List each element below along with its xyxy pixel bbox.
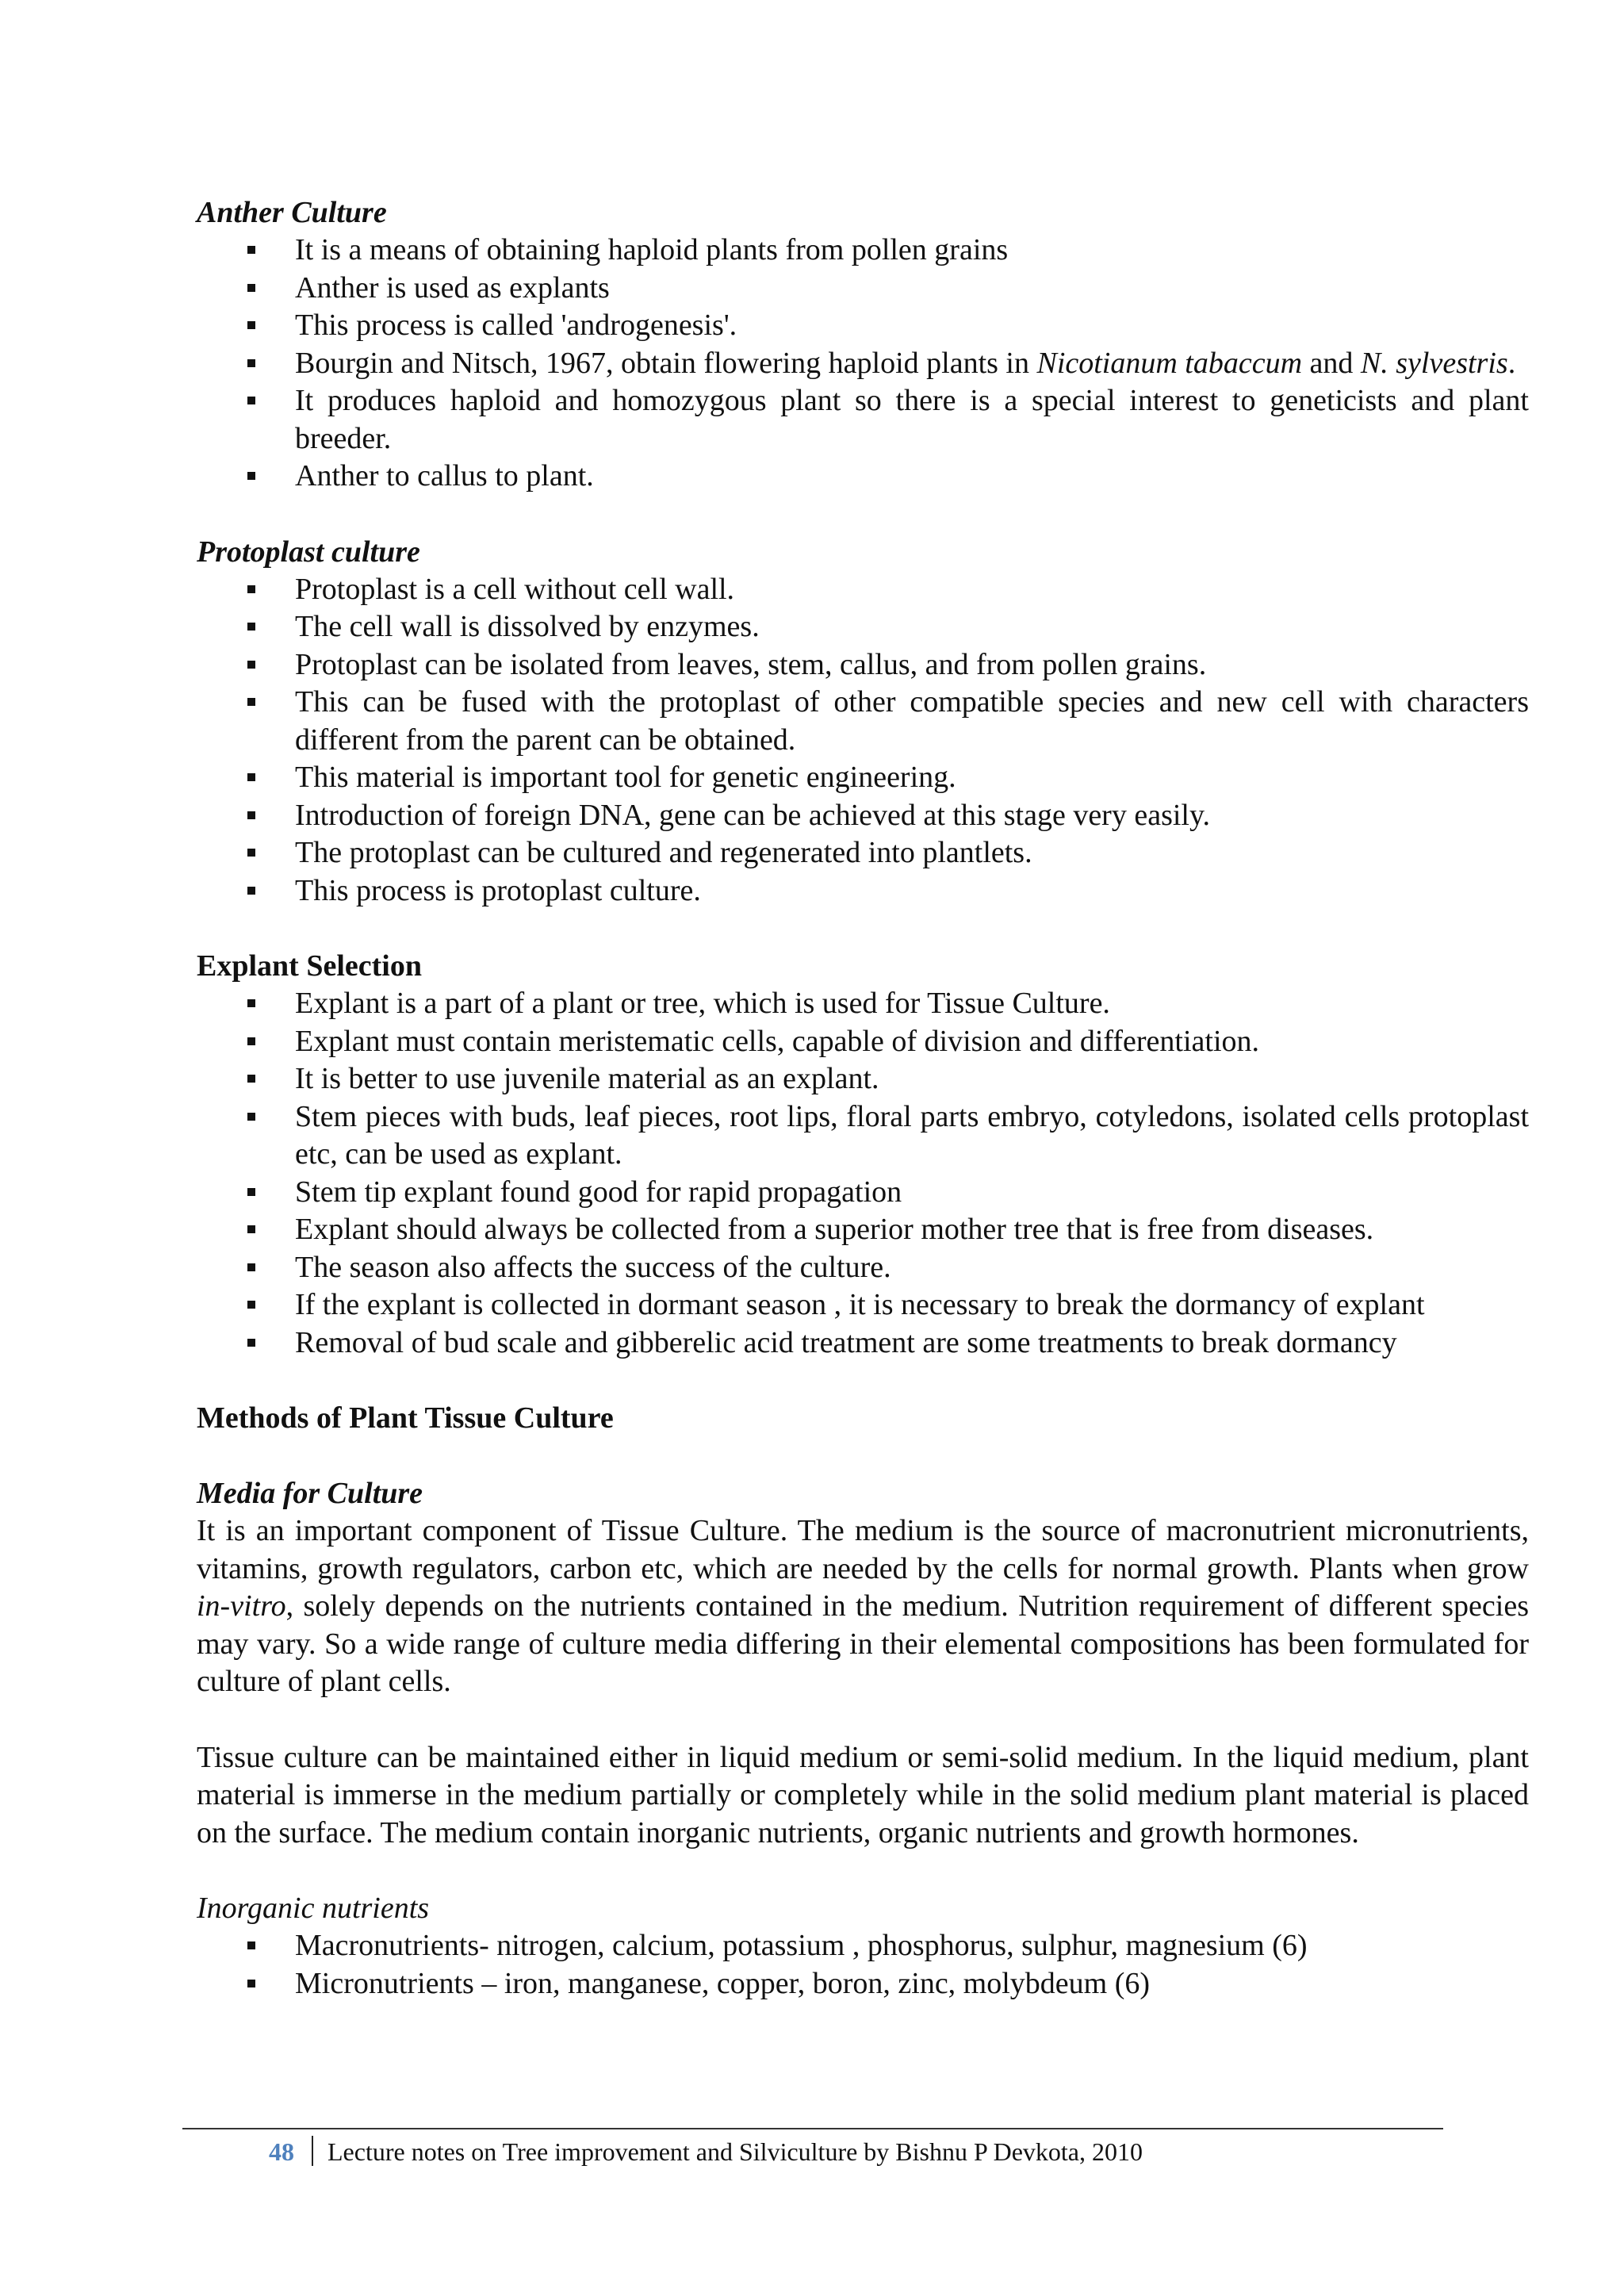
list-item: Removal of bud scale and gibberelic acid treatment are some treatments to break dormancy (197, 1324, 1529, 1363)
paragraph-text: It is an important component of Tissue Culture. The medium is the source of macronutrient micronutrients, vitamins, growth regulators, carbon etc, which are needed by the cells for normal growth. Plants when grow (197, 1514, 1529, 1585)
list-item-text: . (1507, 346, 1516, 380)
spacer (197, 1362, 1529, 1400)
list-item: If the explant is collected in dormant season , it is necessary to break the dormancy of explant (197, 1286, 1529, 1324)
list-item: The protoplast can be cultured and regenerated into plantlets. (197, 834, 1529, 872)
spacer (197, 1437, 1529, 1475)
spacer (197, 1701, 1529, 1739)
section-heading-media-for-culture: Media for Culture (197, 1477, 423, 1510)
list-item: Protoplast can be isolated from leaves, stem, callus, and from pollen grains. (197, 646, 1529, 684)
list-item: This material is important tool for genetic engineering. (197, 759, 1529, 797)
bullet-list-anther (197, 232, 1529, 496)
list-item: The cell wall is dissolved by enzymes. (197, 608, 1529, 646)
list-item: Explant should always be collected from a superior mother tree that is free from diseases. (197, 1211, 1529, 1249)
list-item: This can be fused with the protoplast of other compatible species and new cell with characters different from the parent can be obtained. (197, 684, 1529, 759)
page-number: 48 (269, 2137, 294, 2166)
list-item: Micronutrients – iron, manganese, copper, boron, zinc, molybdeum (6) (197, 1965, 1529, 2003)
species-name: Nicotianum tabaccum (1036, 346, 1303, 380)
spacer (197, 496, 1529, 534)
section-heading-anther-culture: Anther Culture (197, 196, 387, 229)
bullet-list-protoplast (197, 571, 1529, 910)
list-item: Stem pieces with buds, leaf pieces, root lips, floral parts embryo, cotyledons, isolated cells protoplast etc, can be used as explant. (197, 1098, 1529, 1174)
section-heading-explant-selection: Explant Selection (197, 949, 422, 983)
paragraph-text: , solely depends on the nutrients contained in the medium. Nutrition requirement of different species may vary. So a wide range of culture media differing in their elemental compositions has been formulated for culture of plant cells. (197, 1589, 1529, 1698)
bullet-list-inorganic (197, 1927, 1529, 2003)
section-heading-methods: Methods of Plant Tissue Culture (197, 1401, 614, 1435)
bullet-list-explant (197, 985, 1529, 1362)
footer-divider (312, 2136, 313, 2166)
list-item: This process is protoplast culture. (197, 872, 1529, 910)
paragraph-media-intro (197, 1512, 1529, 1701)
paragraph-media-types: Tissue culture can be maintained either in liquid medium or semi-solid medium. In the liquid medium, plant material is immerse in the medium partially or completely while in the solid medium plant material is placed on the surface. The medium contain inorganic nutrients, organic nutrients and growth hormones. (197, 1740, 1529, 1849)
section-heading-protoplast-culture: Protoplast culture (197, 535, 420, 569)
list-item: This process is called 'androgenesis'. (197, 307, 1529, 345)
page-content (197, 194, 1529, 2003)
spacer (197, 1852, 1529, 1890)
list-item: Macronutrients- nitrogen, calcium, potassium , phosphorus, sulphur, magnesium (6) (197, 1927, 1529, 1965)
emphasis-term: in-vitro (197, 1589, 286, 1623)
list-item: Introduction of foreign DNA, gene can be achieved at this stage very easily. (197, 797, 1529, 835)
section-heading-inorganic-nutrients: Inorganic nutrients (197, 1892, 430, 1925)
list-item: Explant must contain meristematic cells, capable of division and differentiation. (197, 1023, 1529, 1061)
list-item: Protoplast is a cell without cell wall. (197, 571, 1529, 609)
page-footer (182, 2128, 1443, 2166)
list-item-text: Bourgin and Nitsch, 1967, obtain flowering haploid plants in (295, 346, 1037, 380)
footer-text: Lecture notes on Tree improvement and Silviculture by Bishnu P Devkota, 2010 (327, 2137, 1143, 2166)
list-item-text: and (1302, 346, 1361, 380)
list-item: It is a means of obtaining haploid plants from pollen grains (197, 232, 1529, 270)
list-item: Stem tip explant found good for rapid propagation (197, 1174, 1529, 1212)
spacer (197, 910, 1529, 948)
list-item (197, 345, 1529, 383)
list-item: It is better to use juvenile material as an explant. (197, 1060, 1529, 1098)
species-name: N. sylvestris (1360, 346, 1508, 380)
list-item: Explant is a part of a plant or tree, which is used for Tissue Culture. (197, 985, 1529, 1023)
list-item: It produces haploid and homozygous plant so there is a special interest to geneticists and plant breeder. (197, 382, 1529, 458)
list-item: Anther is used as explants (197, 270, 1529, 308)
list-item: Anther to callus to plant. (197, 458, 1529, 496)
list-item: The season also affects the success of the culture. (197, 1249, 1529, 1287)
